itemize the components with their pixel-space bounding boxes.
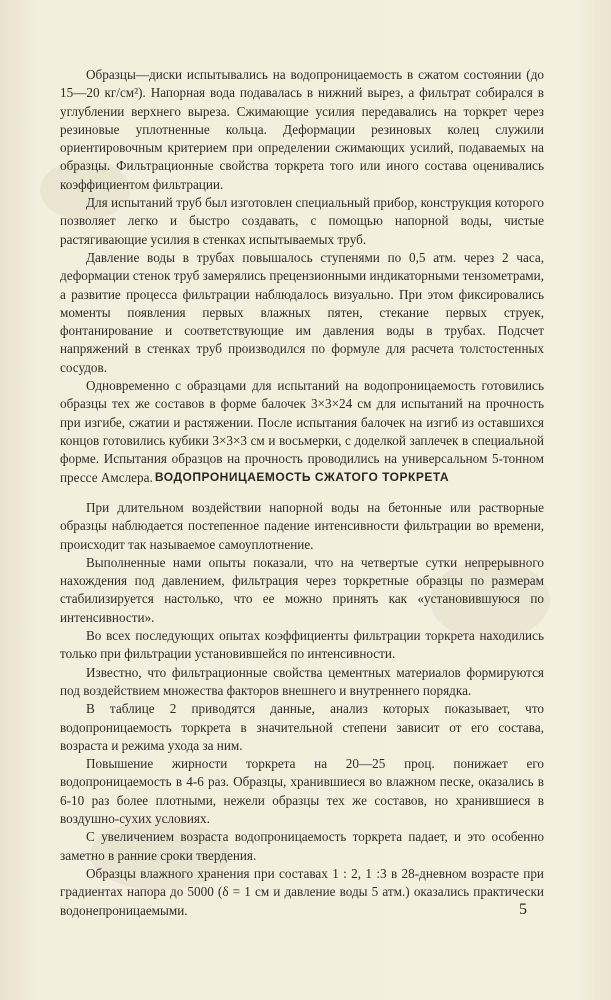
- section-text: [60, 499, 544, 920]
- section-paragraph-7: С увеличением возраста водопроницаемость торкрета падает, и это особенно заметно в ранние сроки твердения.: [60, 829, 544, 863]
- intro-paragraph-3: Давление воды в трубах повышалось ступенями по 0,5 атм. через 2 часа, деформации стенок труб замерялись прецензионными индикаторными тензометрами, а развитие процесса фильтрации наблюдалось визуально. При этом фиксировались моменты появления первых влажных пятен, стекание первых струек, фонтанирование и соответствующие им давления воды в трубах. Подсчет напряжений в стенках труб производился по формуле для расчета толстостенных сосудов.: [60, 249, 544, 375]
- section-paragraph-4: Известно, что фильтрационные свойства цементных материалов формируются под воздействием множества факторов внешнего и внутреннего порядка.: [60, 664, 544, 698]
- section-paragraph-5: В таблице 2 приводятся данные, анализ которых показывает, что водопроницаемость торкрета в значительной степени зависит от его состава, возраста и режима ухода за ним.: [60, 701, 544, 753]
- intro-paragraph-1: Образцы—диски испытывались на водопроницаемость в сжатом состоянии (до 15—20 кг/см²). Напорная вода подавалась в нижний вырез, а фильтрат собирался в углублении верхнего выреза. Сжимающие усилия передавались на торкрет через резиновые уплотненные кольца. Деформации резиновых колец служили ориентировочным критерием при определении сжимающих усилий, подаваемых на образцы. Фильтрационные свойства торкрета того или иного состава оценивались коэффициентом фильтрации.: [60, 67, 544, 192]
- section-paragraph-2: Выполненные нами опыты показали, что на четвертые сутки непрерывного нахождения под давлением, фильтрация через торкретные образцы по размерам стабилизируется настолько, что ее можно принять как «установившуюся по интенсивности».: [60, 554, 544, 625]
- page-number: 5: [519, 901, 527, 918]
- section-heading: ВОДОПРОНИЦАЕМОСТЬ СЖАТОГО ТОРКРЕТА: [154, 470, 450, 484]
- section-paragraph-1: При длительном воздействии напорной воды на бетонные или растворные образцы наблюдается постепенное падение интенсивности фильтрации во времени, происходит так называемое самоуплотнение.: [60, 500, 544, 552]
- intro-paragraph-2: Для испытаний труб был изготовлен специальный прибор, конструкция которого позволяет легко и быстро создавать, с помощью напорной воды, чистые растягивающие усилия в стенках испытываемых труб.: [60, 195, 544, 247]
- section-paragraph-3: Во всех последующих опытах коэффициенты фильтрации торкрета находились только при фильтрации установившейся по интенсивности.: [60, 628, 544, 662]
- section-paragraph-6: Повышение жирности торкрета на 20—25 проц. понижает его водопроницаемость в 4-6 раз. Образцы, хранившиеся во влажном песке, оказались в 6-10 раз более плотными, нежели образцы тех же составов, но хранившиеся в воздушно-сухих условиях.: [60, 756, 544, 827]
- intro-text: [60, 66, 544, 487]
- intro-paragraph-4: Одновременно с образцами для испытаний на водопроницаемость готовились образцы тех же составов в форме балочек 3×3×24 см для испытаний на прочность при изгибе, сжатии и растяжении. После испытания балочек на изгиб из оставшихся концов готовились кубики 3×3×3 см и восьмерки, с доделкой заплечек в специальной форме. Испытания образцов на прочность проводились на универсальном 5-тонном прессе Амслера.: [60, 378, 544, 485]
- section-paragraph-8: Образцы влажного хранения при составах 1 : 2, 1 :3 в 28-дневном возрасте при градиентах напора до 5000 (δ = 1 см и давление воды 5 атм.) оказались практически водонепроницаемыми.: [60, 865, 544, 918]
